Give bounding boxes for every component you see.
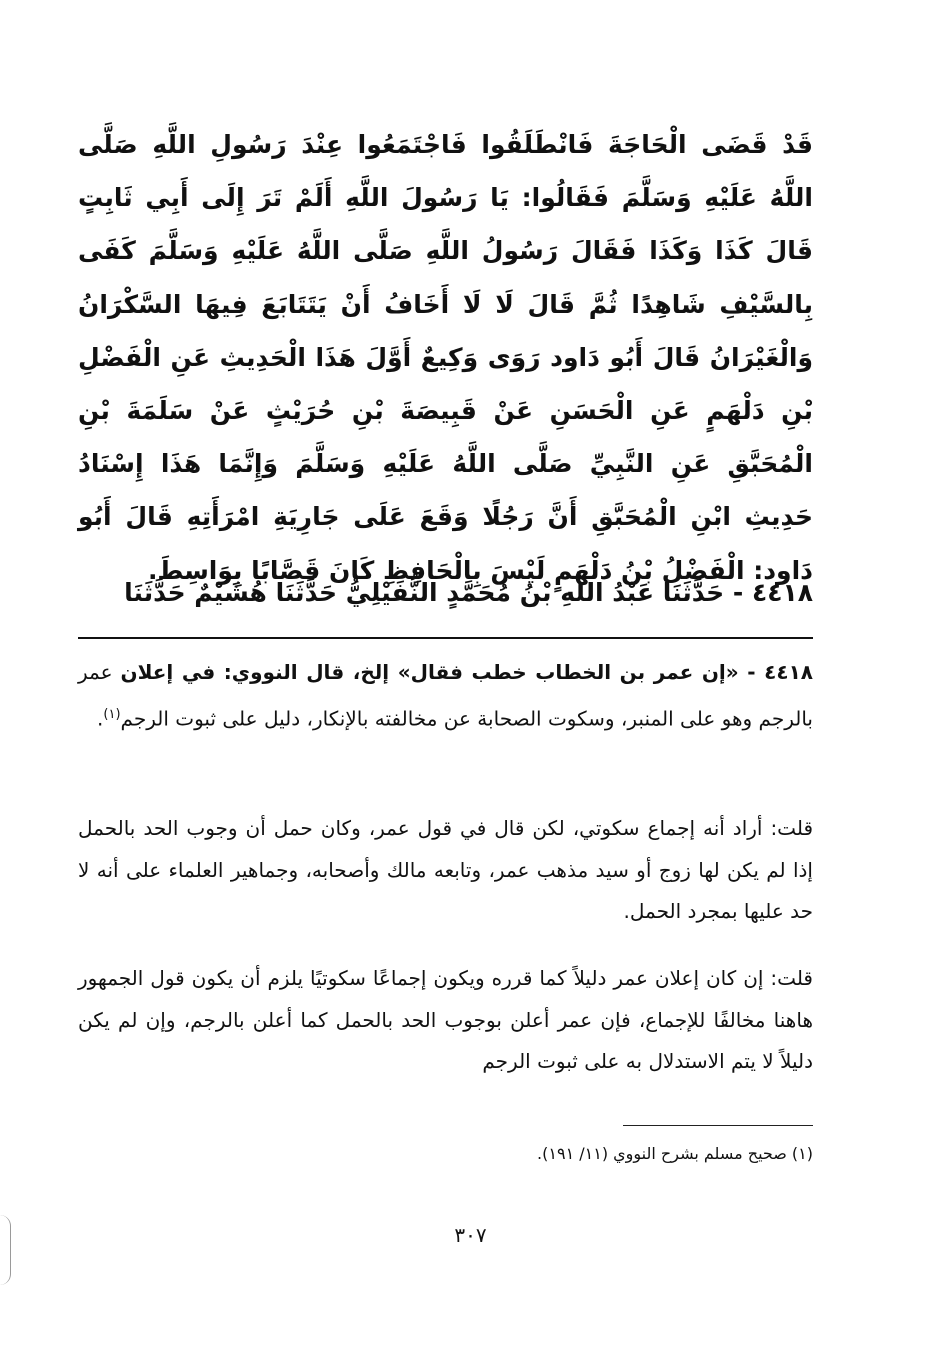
footnote-divider <box>623 1125 813 1126</box>
commentary-paragraph-2: قلت: أراد أنه إجماع سكوتي، لكن قال في قول عمر، وكان حمل أن وجوب الحد بالحمل إذا لم يكن لها زوج أو سيد مذهب عمر، وتابعه مالك وأصحابه، وجماهير العلماء على أنه لا حد عليها بمجرد الحمل. <box>78 816 813 923</box>
commentary-paragraph-1 <box>78 652 813 740</box>
text-divider <box>78 637 813 639</box>
footnote-reference: (١) <box>103 706 121 722</box>
commentary-heading: ٤٤١٨ - «إن عمر بن الخطاب خطب فقال» إلخ، قال النووي: في إعلان <box>120 660 813 684</box>
commentary-paragraph-1-end: . <box>97 706 104 731</box>
hadith-4418-opening: ٤٤١٨ - حَدَّثَنَا عَبْدُ اللَّهِ بْنُ مُحَمَّدٍ النُّفَيْلِيُّ حَدَّثَنَا هُشَيْمٌ حَدَّثَنَا <box>124 578 813 607</box>
scan-edge-mark <box>0 1215 11 1285</box>
commentary-paragraph-1-body: عمر بالرجم وهو على المنبر، وسكوت الصحابة عن مخالفته بالإنكار، دليل على ثبوت الرجم <box>78 660 813 731</box>
commentary-paragraph-3: قلت: إن كان إعلان عمر دليلاً كما قرره ويكون إجماعًا سكوتيًا يلزم أن يكون قول الجمهور هاهنا مخالفًا للإجماع، فإن عمر أعلن بوجوب الحد بالحمل كما أعلن بالرجم، وإن لم يكن دليلاً لا يتم الاستدلال به على ثبوت الرجم <box>78 966 813 1073</box>
page-number: ٣٠٧ <box>454 1223 487 1247</box>
hadith-text: قَدْ قَضَى الْحَاجَةَ فَانْطَلَقُوا فَاجْتَمَعُوا عِنْدَ رَسُولِ اللَّهِ صَلَّى اللَّهُ عَلَيْهِ وَسَلَّمَ فَقَالُوا: يَا رَسُولَ اللَّهِ أَلَمْ تَرَ إِلَى أَبِي ثَابِتٍ قَالَ كَذَا وَكَذَا فَقَالَ رَسُولُ اللَّهِ صَلَّى اللَّهُ عَلَيْهِ وَسَلَّمَ كَفَى بِالسَّيْفِ شَاهِدًا ثُمَّ قَالَ لَا لَا أَخَافُ أَنْ يَتَتَابَعَ فِيهَا السَّكْرَانُ وَالْغَيْرَانُ قَالَ أَبُو دَاود رَوَى وَكِيعٌ أَوَّلَ هَذَا الْحَدِيثِ عَنِ الْفَضْلِ بْنِ دَلْهَمٍ عَنِ الْحَسَنِ عَنْ قَبِيصَةَ بْنِ حُرَيْثٍ عَنْ سَلَمَةَ بْنِ الْمُحَبَّقِ عَنِ النَّبِيِّ صَلَّى اللَّهُ عَلَيْهِ وَسَلَّمَ وَإِنَّمَا هَذَا إِسْنَادُ حَدِيثِ ابْنِ الْمُحَبَّقِ أَنَّ رَجُلًا وَقَعَ عَلَى جَارِيَةِ امْرَأَتِهِ قَالَ أَبُو دَاود: الْفَضْلُ بْنُ دَلْهَمٍ لَيْسَ بِالْحَافِظِ كَانَ قَصَّابًا بِوَاسِطَ. <box>78 130 813 585</box>
footnote: (١) صحيح مسلم بشرح النووي (١١/ ١٩١). <box>537 1144 813 1163</box>
